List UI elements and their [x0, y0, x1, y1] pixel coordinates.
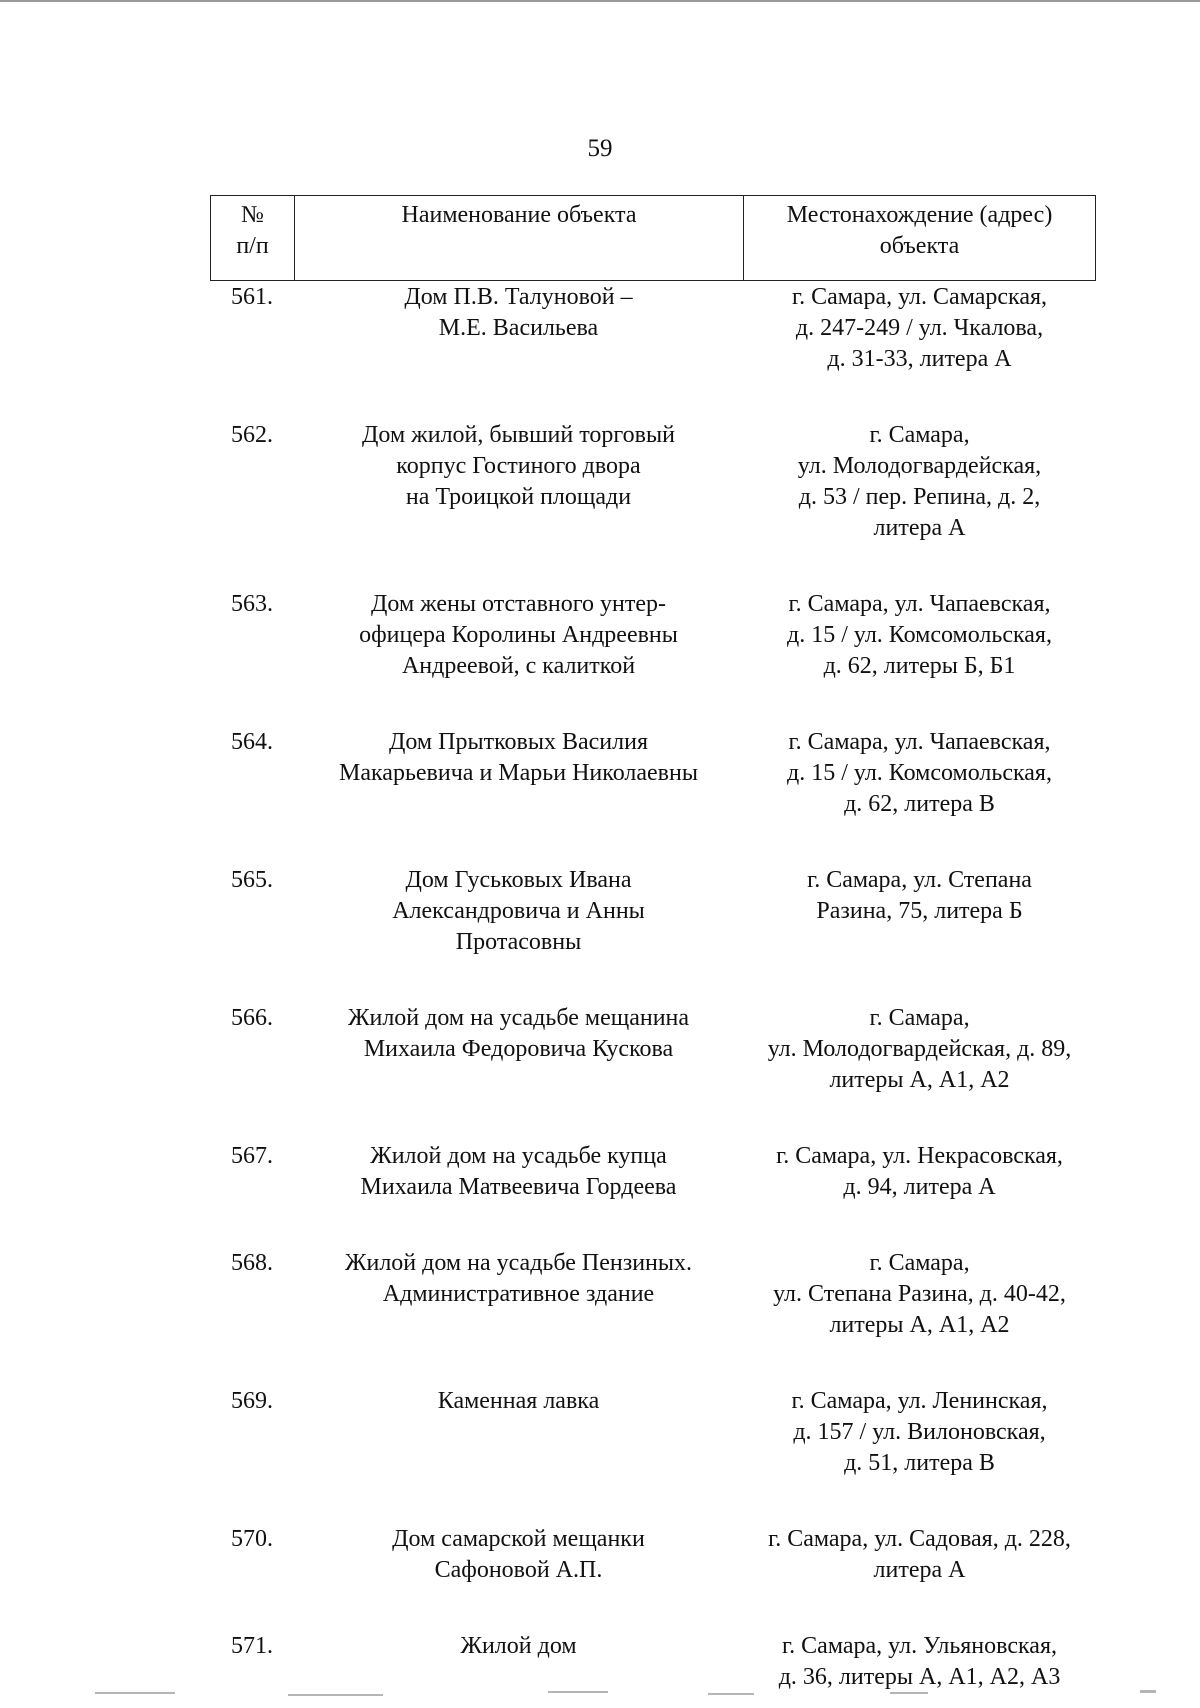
object-address	[743, 1524, 1096, 1586]
object-address-line: литера А	[873, 515, 966, 541]
object-name-line: Михаила Федоровича Кускова	[363, 1036, 674, 1062]
object-name-line: Административное здание	[382, 1281, 655, 1307]
object-name	[294, 1141, 743, 1203]
object-name-line: Жилой дом на усадьбе купца	[370, 1143, 667, 1169]
object-address-line: д. 157 / ул. Вилоновская,	[793, 1419, 1046, 1445]
object-address	[743, 1003, 1096, 1096]
header-num-line: №	[241, 202, 264, 228]
row-number: 561.	[231, 284, 273, 310]
object-name-line: Дом Прытковых Василия	[389, 729, 648, 755]
object-address-line: г. Самара,	[869, 422, 970, 448]
object-address	[743, 589, 1096, 682]
object-address-line: литеры А, А1, А2	[829, 1312, 1010, 1338]
object-name	[294, 282, 743, 375]
object-name-line: Жилой дом на усадьбе Пензиных.	[344, 1250, 693, 1276]
table-row	[210, 1524, 1096, 1586]
object-address-line: д. 62, литеры Б, Б1	[823, 653, 1016, 679]
object-address-line: г. Самара, ул. Ленинская,	[791, 1388, 1048, 1414]
header-num	[211, 196, 295, 280]
object-address-line: д. 62, литера В	[844, 791, 995, 817]
object-address-line: ул. Молодогвардейская, д. 89,	[767, 1036, 1072, 1062]
object-name-line: на Троицкой площади	[405, 484, 632, 510]
object-address-line: г. Самара,	[869, 1005, 970, 1031]
header-name-line: Наименование объекта	[401, 202, 637, 228]
scan-noise	[0, 1682, 1200, 1708]
object-name-line: Дом жены отставного унтер-	[371, 591, 666, 617]
object-name-line: Дом П.В. Талуновой –	[404, 284, 633, 310]
object-name-line: Андреевой, с калиткой	[401, 653, 636, 679]
object-name	[294, 589, 743, 682]
object-name	[294, 420, 743, 544]
object-address-line: г. Самара, ул. Чапаевская,	[788, 729, 1051, 755]
table-row	[210, 1141, 1096, 1203]
object-address-line: г. Самара,	[869, 1250, 970, 1276]
object-address	[743, 282, 1096, 375]
row-number: 564.	[231, 729, 273, 755]
object-address-line: г. Самара, ул. Самарская,	[791, 284, 1048, 310]
table-row	[210, 420, 1096, 544]
object-name-line: Жилой дом	[460, 1633, 577, 1659]
object-name	[294, 727, 743, 820]
object-address	[743, 1386, 1096, 1479]
object-address-line: литеры А, А1, А2	[829, 1067, 1010, 1093]
object-address-line: д. 247-249 / ул. Чкалова,	[795, 315, 1044, 341]
header-address-line: объекта	[879, 233, 960, 259]
object-address	[743, 1248, 1096, 1341]
object-name-line: Каменная лавка	[437, 1388, 600, 1414]
object-address-line: г. Самара, ул. Некрасовская,	[776, 1143, 1063, 1169]
row-number: 566.	[231, 1005, 273, 1031]
table-row	[210, 865, 1096, 958]
object-name-line: Дом жилой, бывший торговый	[362, 422, 675, 448]
object-address	[743, 865, 1096, 958]
row-number: 562.	[231, 422, 273, 448]
object-address-line: д. 51, литера В	[844, 1450, 995, 1476]
object-name-line: Дом Гуськовых Ивана	[405, 867, 632, 893]
object-address-line: д. 15 / ул. Комсомольская,	[787, 760, 1052, 786]
table-row	[210, 282, 1096, 375]
row-number: 569.	[231, 1388, 273, 1414]
header-name	[295, 196, 744, 280]
object-address-line: д. 36, литеры А, А1, А2, А3	[778, 1664, 1061, 1690]
object-name	[294, 1003, 743, 1096]
table-row	[210, 1003, 1096, 1096]
object-name-line: Михаила Матвеевича Гордеева	[360, 1174, 677, 1200]
table-row	[210, 727, 1096, 820]
object-name-line: Сафоновой А.П.	[434, 1557, 603, 1583]
object-address-line: ул. Степана Разина, д. 40-42,	[773, 1281, 1066, 1307]
object-name-line: Александровича и Анны	[392, 898, 645, 924]
object-address-line: д. 15 / ул. Комсомольская,	[787, 622, 1052, 648]
object-address-line: литера А	[873, 1557, 966, 1583]
object-address	[743, 420, 1096, 544]
object-name	[294, 1248, 743, 1341]
header-address	[744, 196, 1095, 280]
object-address-line: ул. Молодогвардейская,	[797, 453, 1042, 479]
object-name-line: корпус Гостиного двора	[396, 453, 641, 479]
page-number: 59	[587, 135, 613, 162]
top-edge-rule	[0, 0, 1200, 2]
object-address	[743, 1141, 1096, 1203]
row-number: 571.	[231, 1633, 273, 1659]
table-row	[210, 589, 1096, 682]
object-name	[294, 1386, 743, 1479]
header-num-line: п/п	[236, 233, 269, 259]
table-row	[210, 1386, 1096, 1479]
object-name-line: офицера Королины Андреевны	[359, 622, 678, 648]
object-address	[743, 727, 1096, 820]
row-number: 567.	[231, 1143, 273, 1169]
row-number: 565.	[231, 867, 273, 893]
object-name-line: Протасовны	[455, 929, 582, 955]
table-header	[210, 195, 1096, 281]
object-address-line: г. Самара, ул. Чапаевская,	[788, 591, 1051, 617]
header-address-line: Местонахождение (адрес)	[786, 202, 1053, 228]
object-address-line: г. Самара, ул. Садовая, д. 228,	[768, 1526, 1071, 1552]
object-address-line: г. Самара, ул. Степана	[807, 867, 1032, 893]
object-name-line: М.Е. Васильева	[438, 315, 599, 341]
object-address-line: г. Самара, ул. Ульяновская,	[782, 1633, 1057, 1659]
object-address-line: д. 94, литера А	[843, 1174, 996, 1200]
row-number: 563.	[231, 591, 273, 617]
object-address-line: д. 31-33, литера А	[827, 346, 1012, 372]
object-name	[294, 1524, 743, 1586]
object-name-line: Дом самарской мещанки	[392, 1526, 645, 1552]
row-number: 568.	[231, 1250, 273, 1276]
object-name	[294, 865, 743, 958]
object-name-line: Макарьевича и Марьи Николаевны	[339, 760, 698, 786]
row-number: 570.	[231, 1526, 273, 1552]
object-address-line: Разина, 75, литера Б	[816, 898, 1023, 924]
object-address-line: д. 53 / пер. Репина, д. 2,	[798, 484, 1041, 510]
table-body	[210, 282, 1096, 1693]
object-name-line: Жилой дом на усадьбе мещанина	[347, 1005, 690, 1031]
table-row	[210, 1248, 1096, 1341]
